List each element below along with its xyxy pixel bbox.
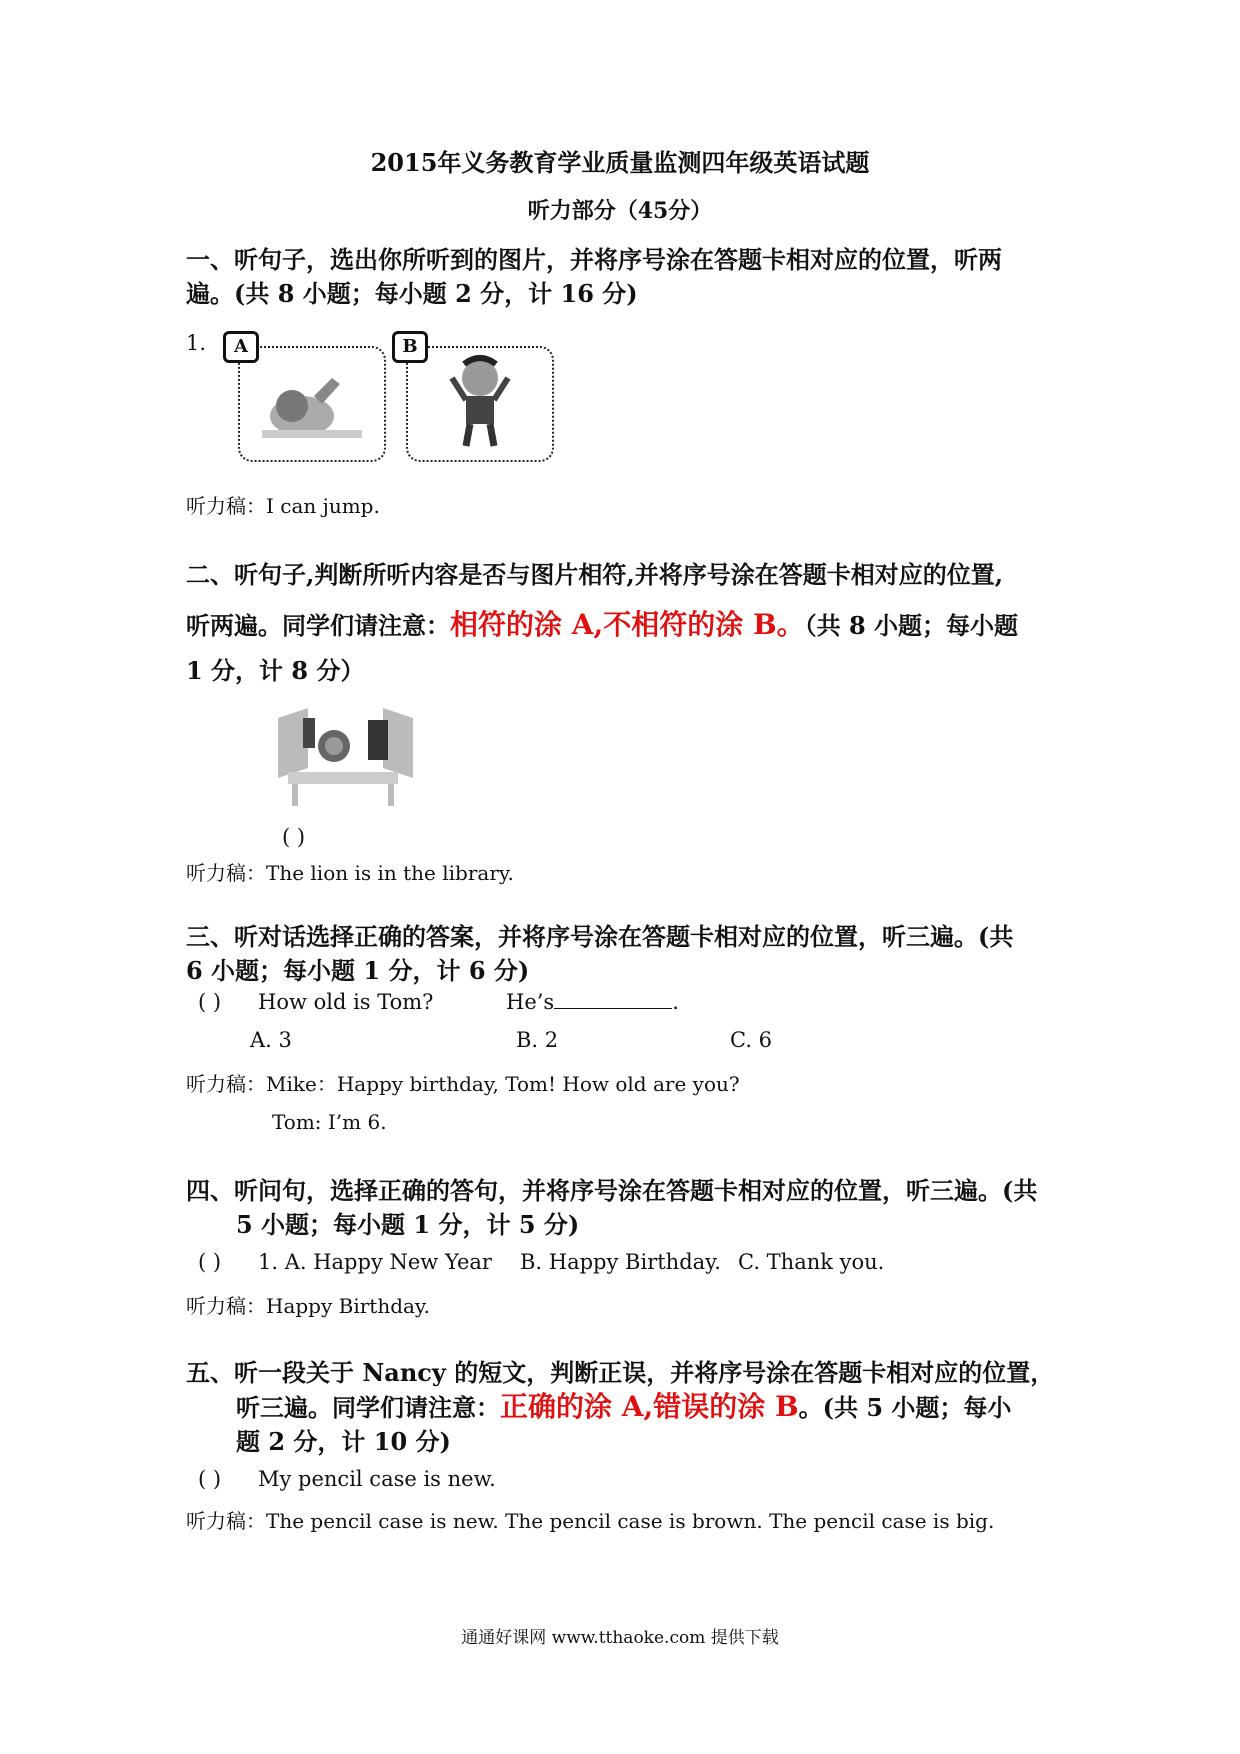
- question-option-a: 1. A. Happy New Year: [258, 1250, 492, 1274]
- page-title: 2015年义务教育学业质量监测四年级英语试题: [370, 148, 870, 177]
- option-b-label: B: [392, 331, 428, 363]
- heading-tail: 。(共 5 小题；每小: [798, 1393, 1012, 1422]
- script-label: 听力稿：: [186, 494, 266, 518]
- section-5-heading-line3: 题 2 分，计 10 分): [236, 1427, 451, 1456]
- option-c: C. 6: [730, 1028, 773, 1052]
- picture-a-frame: [238, 346, 386, 462]
- page-subtitle: 听力部分（45分）: [527, 198, 713, 224]
- script-text: The pencil case is new. The pencil case is brown. The pencil case is big.: [266, 1509, 995, 1533]
- section-3-script: [186, 1068, 740, 1097]
- section-2-heading: [186, 550, 1066, 691]
- red-notice: 正确的涂 A,错误的涂 B: [500, 1390, 799, 1423]
- script-text: The lion is in the library.: [266, 861, 514, 885]
- statement-text: My pencil case is new.: [258, 1467, 496, 1491]
- script-text: Happy Birthday.: [266, 1294, 430, 1318]
- section-5-script: [186, 1505, 994, 1534]
- section-3-heading-line2: 6 小题；每小题 1 分，计 6 分): [186, 956, 530, 985]
- answer-prefix: He’s: [506, 990, 555, 1014]
- section-2-script: [186, 857, 514, 886]
- notice-text: 听两遍。同学们请注意：: [186, 611, 450, 640]
- footer-text: 通通好课网 www.tthaoke.com 提供下载: [461, 1628, 779, 1648]
- answer-paren: ( ): [198, 1250, 222, 1274]
- section-4-heading-line2: 5 小题；每小题 1 分，计 5 分): [236, 1210, 580, 1239]
- picture-b-frame: [406, 346, 554, 462]
- script-label: 听力稿：: [186, 1072, 266, 1096]
- script-label: 听力稿：: [186, 1509, 266, 1533]
- section-1-heading-line2: 遍。(共 8 小题；每小题 2 分，计 16 分): [186, 279, 638, 308]
- section-2-heading-line2: [186, 600, 1066, 651]
- section-2-heading-line3: 1 分，计 8 分）: [186, 656, 365, 685]
- script-line1: Mike：Happy birthday, Tom! How old are you?: [266, 1072, 740, 1096]
- section-2-heading-line1: 二、听句子,判断所听内容是否与图片相符,并将序号涂在答题卡相对应的位置,: [186, 560, 1004, 589]
- red-notice: 相符的涂 A,不相符的涂 B。: [450, 608, 805, 641]
- option-a-label: A: [223, 331, 259, 363]
- section-4-heading: [186, 1174, 1066, 1242]
- section-3-heading: [186, 920, 1066, 988]
- crawling-child-picture: [240, 348, 384, 460]
- section-4-heading-line1: 四、听问句，选择正确的答句，并将序号涂在答题卡相对应的位置，听三遍。(共: [186, 1176, 1038, 1205]
- script-text: I can jump.: [266, 494, 380, 518]
- script-label: 听力稿：: [186, 1294, 266, 1318]
- section-4-script: [186, 1290, 430, 1319]
- option-b: B. 2: [516, 1028, 559, 1052]
- section-1-script: [186, 490, 380, 519]
- answer-paren: ( ): [282, 825, 306, 849]
- section-5-heading-line1: 五、听一段关于 Nancy 的短文，判断正误，并将序号涂在答题卡相对应的位置，: [186, 1358, 1055, 1387]
- section-3-script-line2: Tom: I’m 6.: [272, 1110, 387, 1134]
- question-text: How old is Tom?: [258, 990, 434, 1014]
- section-1-heading-line1: 一、听句子，选出你所听到的图片，并将序号涂在答题卡相对应的位置，听两: [186, 245, 1002, 274]
- jumping-boy-picture: [408, 348, 552, 460]
- heading-tail: （共 8 小题；每小题: [804, 611, 1019, 640]
- section-3-heading-line1: 三、听对话选择正确的答案，并将序号涂在答题卡相对应的位置，听三遍。(共: [186, 922, 1014, 951]
- section-5-heading-line2: [186, 1390, 1066, 1425]
- answer-paren: ( ): [198, 990, 222, 1014]
- notice-text: 听三遍。同学们请注意：: [236, 1393, 500, 1422]
- section-1-heading: [186, 243, 1066, 311]
- answer-blank: [554, 990, 672, 1009]
- answer-line: [506, 990, 679, 1014]
- section-5-heading: [186, 1356, 1066, 1459]
- script-label: 听力稿：: [186, 861, 266, 885]
- lion-picture: [278, 708, 413, 808]
- option-a: A. 3: [250, 1028, 292, 1052]
- question-number: 1.: [186, 331, 207, 355]
- option-c: C. Thank you.: [738, 1250, 885, 1274]
- answer-paren: ( ): [198, 1467, 222, 1491]
- option-b: B. Happy Birthday.: [520, 1250, 721, 1274]
- answer-suffix: .: [672, 990, 679, 1014]
